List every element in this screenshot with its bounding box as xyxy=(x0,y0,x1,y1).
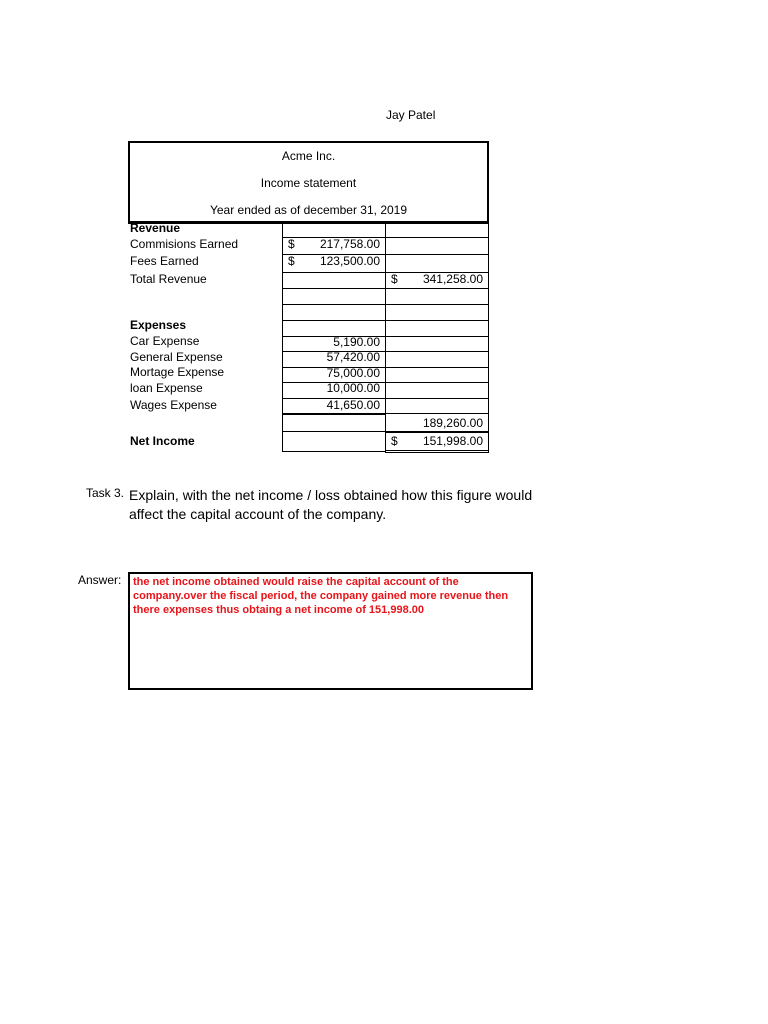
currency-symbol: $ xyxy=(288,254,295,268)
total-revenue-label: Total Revenue xyxy=(130,272,207,286)
revenue-amount: 123,500.00 xyxy=(319,254,380,268)
subtotal-line xyxy=(282,413,385,415)
column-divider xyxy=(282,222,283,452)
row-line xyxy=(282,431,385,432)
row-line xyxy=(282,304,488,305)
column-divider xyxy=(385,222,386,452)
task-label: Task 3. xyxy=(86,486,125,500)
answer-box[interactable] xyxy=(128,572,533,690)
statement-title: Income statement xyxy=(260,176,357,190)
expense-label: Car Expense xyxy=(130,334,200,348)
currency-symbol: $ xyxy=(288,237,295,251)
answer-label: Answer: xyxy=(78,573,122,587)
task-question: Explain, with the net income / loss obtained how this figure would affect the capital account of the company. xyxy=(129,487,533,522)
statement-period: Year ended as of december 31, 2019 xyxy=(209,203,408,217)
expense-label: Mortage Expense xyxy=(130,365,225,379)
expense-amount: 10,000.00 xyxy=(326,381,380,395)
double-underline xyxy=(385,450,489,453)
row-line xyxy=(282,320,488,321)
statement-header xyxy=(128,141,489,224)
expense-amount: 75,000.00 xyxy=(326,366,380,380)
column-divider xyxy=(488,222,489,452)
revenue-heading: Revenue xyxy=(130,221,181,235)
expense-label: loan Expense xyxy=(130,381,203,395)
author-name: Jay Patel xyxy=(386,108,436,122)
net-income-label: Net Income xyxy=(130,434,195,448)
net-income-amount: 151,998.00 xyxy=(422,434,483,448)
expenses-heading: Expenses xyxy=(130,318,187,332)
currency-symbol: $ xyxy=(391,272,398,286)
expense-label: General Expense xyxy=(130,350,223,364)
revenue-label: Fees Earned xyxy=(130,254,199,268)
company-name: Acme Inc. xyxy=(281,149,336,163)
row-line xyxy=(282,451,385,452)
total-revenue-amount: 341,258.00 xyxy=(422,272,483,286)
answer-text: the net income obtained would raise the capital account of the company.over the fiscal period, the company gained more revenue then there expenses thus obtaing a net income of 151,998.00 xyxy=(133,576,509,616)
revenue-amount: 217,758.00 xyxy=(319,237,380,251)
expense-amount: 41,650.00 xyxy=(326,398,380,412)
expense-amount: 57,420.00 xyxy=(326,350,380,364)
total-expenses-amount: 189,260.00 xyxy=(422,416,483,430)
row-line xyxy=(385,413,488,414)
row-line xyxy=(282,288,488,289)
revenue-label: Commisions Earned xyxy=(130,237,239,251)
currency-symbol: $ xyxy=(391,434,398,448)
expense-label: Wages Expense xyxy=(130,398,217,412)
total-line xyxy=(385,431,488,433)
income-statement-table xyxy=(128,141,489,453)
expense-amount: 5,190.00 xyxy=(333,335,380,349)
